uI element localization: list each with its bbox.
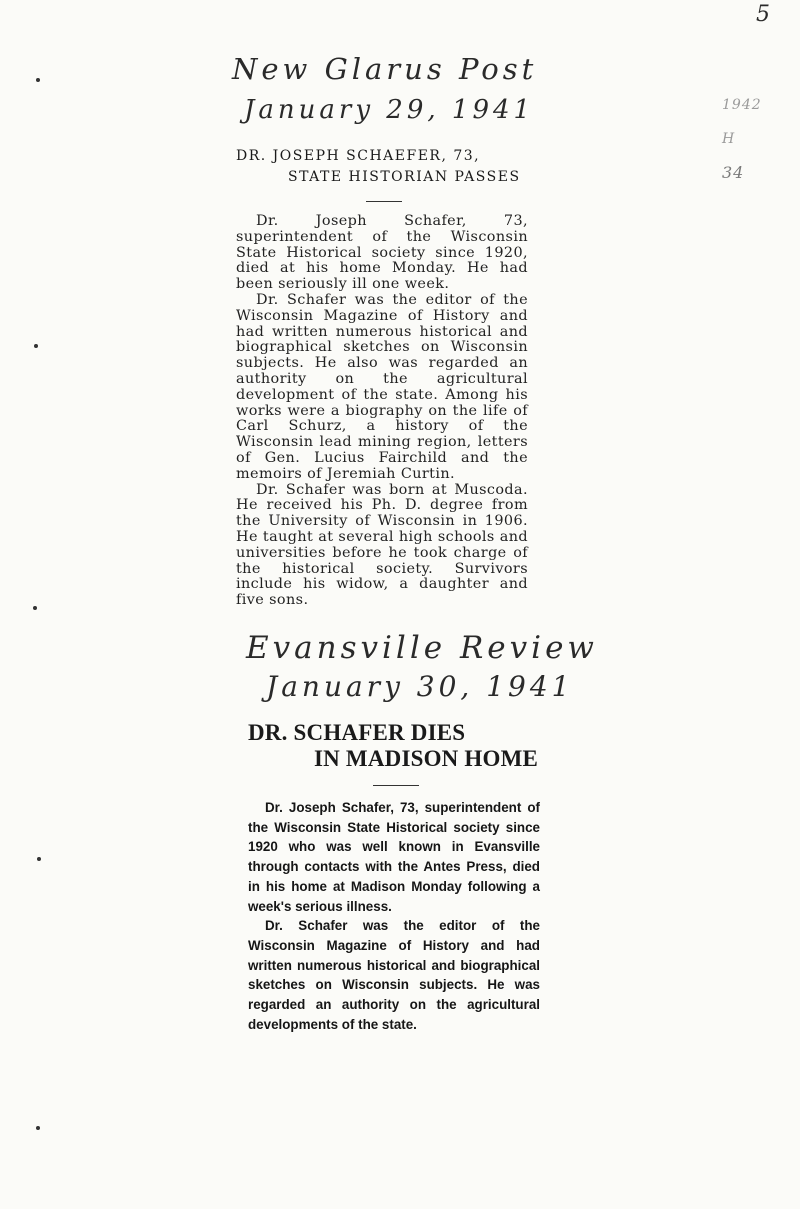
- margin-note-line: 34: [722, 163, 745, 182]
- margin-note-line: 1942: [722, 97, 762, 113]
- article-paragraph: Dr. Joseph Schafer, 73, superintendent of the Wisconsin State Historical society since 1920, died at his home Monday. He had been seriously ill one week.: [236, 213, 528, 293]
- page-number: 5: [756, 2, 770, 27]
- handwritten-source-new-glarus-post: New Glarus Post: [232, 52, 538, 86]
- headline-line: STATE HISTORIAN PASSES: [288, 169, 521, 185]
- margin-mark: [36, 78, 40, 82]
- margin-mark: [37, 857, 41, 861]
- article-paragraph: Dr. Schafer was the editor of the Wisconsin Magazine of History and had written numerous historical and biographical sketches on Wisconsin subjects. He was regarded an authority on the agricultural developments of the state.: [248, 918, 540, 1032]
- clipping-evansville-review: [248, 720, 540, 1034]
- margin-note-line: H: [722, 131, 736, 147]
- margin-note: [722, 88, 786, 190]
- article-paragraph: Dr. Schafer was the editor of the Wisconsin Magazine of History and had written numerous historical and biographical sketches on Wisconsin subjects. He also was regarded an authority on the agricultural development of the state. Among his works were a biography on the life of Carl Schurz, a history of the Wisconsin lead mining region, letters of Gen. Lucius Fairchild and the memoirs of Jeremiah Curtin.: [236, 291, 528, 482]
- clipping-new-glarus-post: [236, 146, 528, 609]
- handwritten-date-2: January 30, 1941: [266, 670, 574, 703]
- margin-mark: [36, 1126, 40, 1130]
- article-paragraph: Dr. Joseph Schafer, 73, superintendent of the Wisconsin State Historical society since 1920 who was well known in Evansville through contacts with the Antes Press, died in his home at Madison Monday following a week's serious illness.: [248, 800, 540, 914]
- headline-rule: [373, 785, 419, 786]
- article-paragraph: Dr. Schafer was born at Muscoda. He received his Ph. D. degree from the University of Wisconsin in 1906. He taught at several high schools and universities before he took charge of the historical society. Survivors include his widow, a daughter and five sons.: [236, 481, 528, 609]
- headline-line: IN MADISON HOME: [314, 746, 539, 771]
- margin-mark: [34, 344, 38, 348]
- handwritten-date-1: January 29, 1941: [244, 95, 535, 125]
- headline-line: DR. JOSEPH SCHAEFER, 73,: [236, 148, 481, 164]
- margin-mark: [33, 606, 37, 610]
- handwritten-source-evansville-review: Evansville Review: [246, 630, 598, 666]
- headline-line: DR. SCHAFER DIES: [248, 720, 466, 745]
- headline-rule: [366, 201, 402, 202]
